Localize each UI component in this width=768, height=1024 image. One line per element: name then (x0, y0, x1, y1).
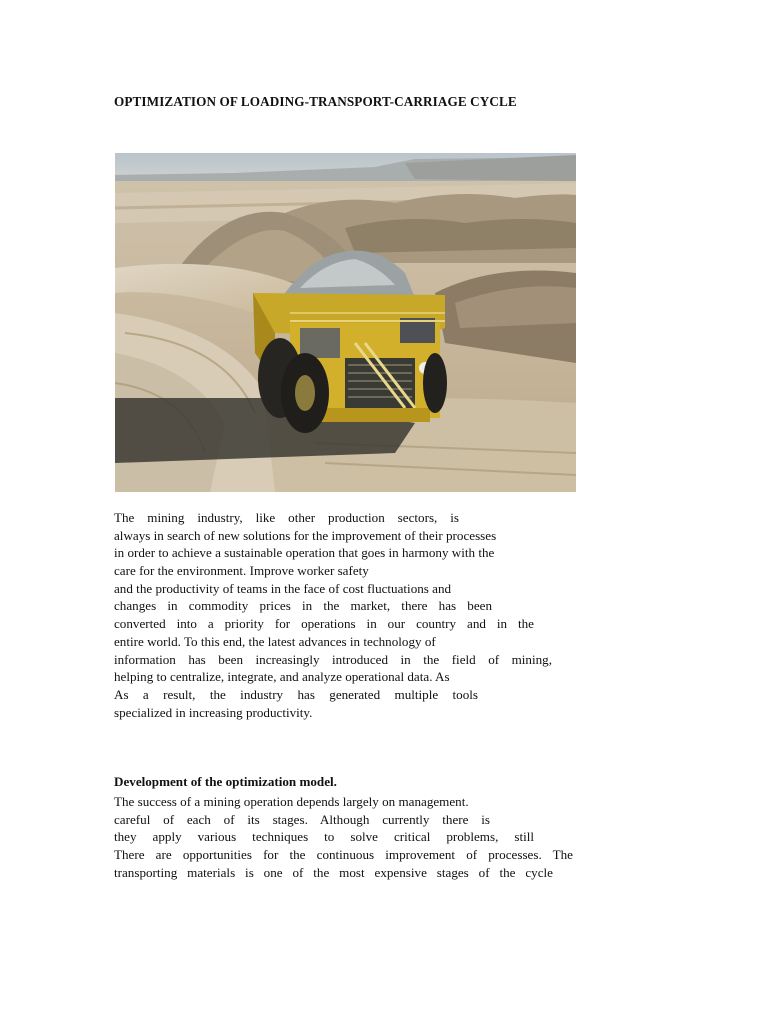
text-line: care for the environment. Improve worker safety (114, 563, 369, 579)
section-heading: Development of the optimization model. (114, 774, 337, 789)
section-paragraph (114, 793, 574, 881)
text-line: transporting materials is one of the most expensive stages of the cycle (114, 864, 553, 880)
text-line: The mining industry, like other production sectors, is (114, 510, 459, 525)
text-line: information has been increasingly introduced in the field of mining, (114, 651, 552, 667)
text-line: As a result, the industry has generated multiple tools (114, 686, 478, 702)
document-title: OPTIMIZATION OF LOADING-TRANSPORT-CARRIAGE CYCLE (114, 94, 517, 109)
text-line: helping to centralize, integrate, and analyze operational data. As (114, 669, 450, 685)
text-line: converted into a priority for operations in our country and in the (114, 616, 534, 632)
text-line: changes in commodity prices in the market, there has been (114, 598, 492, 614)
text-line: always in search of new solutions for the improvement of their processes (114, 527, 497, 543)
text-line: and the productivity of teams in the face of cost fluctuations and (114, 580, 452, 596)
text-line: There are opportunities for the continuous improvement of processes. The (114, 847, 573, 863)
text-line: entire world. To this end, the latest advances in technology of (114, 633, 436, 649)
mining-truck-photo (115, 153, 576, 492)
text-line: specialized in increasing productivity. (114, 704, 313, 720)
text-line: careful of each of its stages. Although currently there is (114, 811, 490, 827)
text-line: they apply various techniques to solve critical problems, still (114, 829, 534, 845)
text-line: The success of a mining operation depends largely on management. (114, 794, 469, 809)
intro-paragraph (114, 509, 554, 721)
text-line: in order to achieve a sustainable operation that goes in harmony with the (114, 545, 495, 561)
